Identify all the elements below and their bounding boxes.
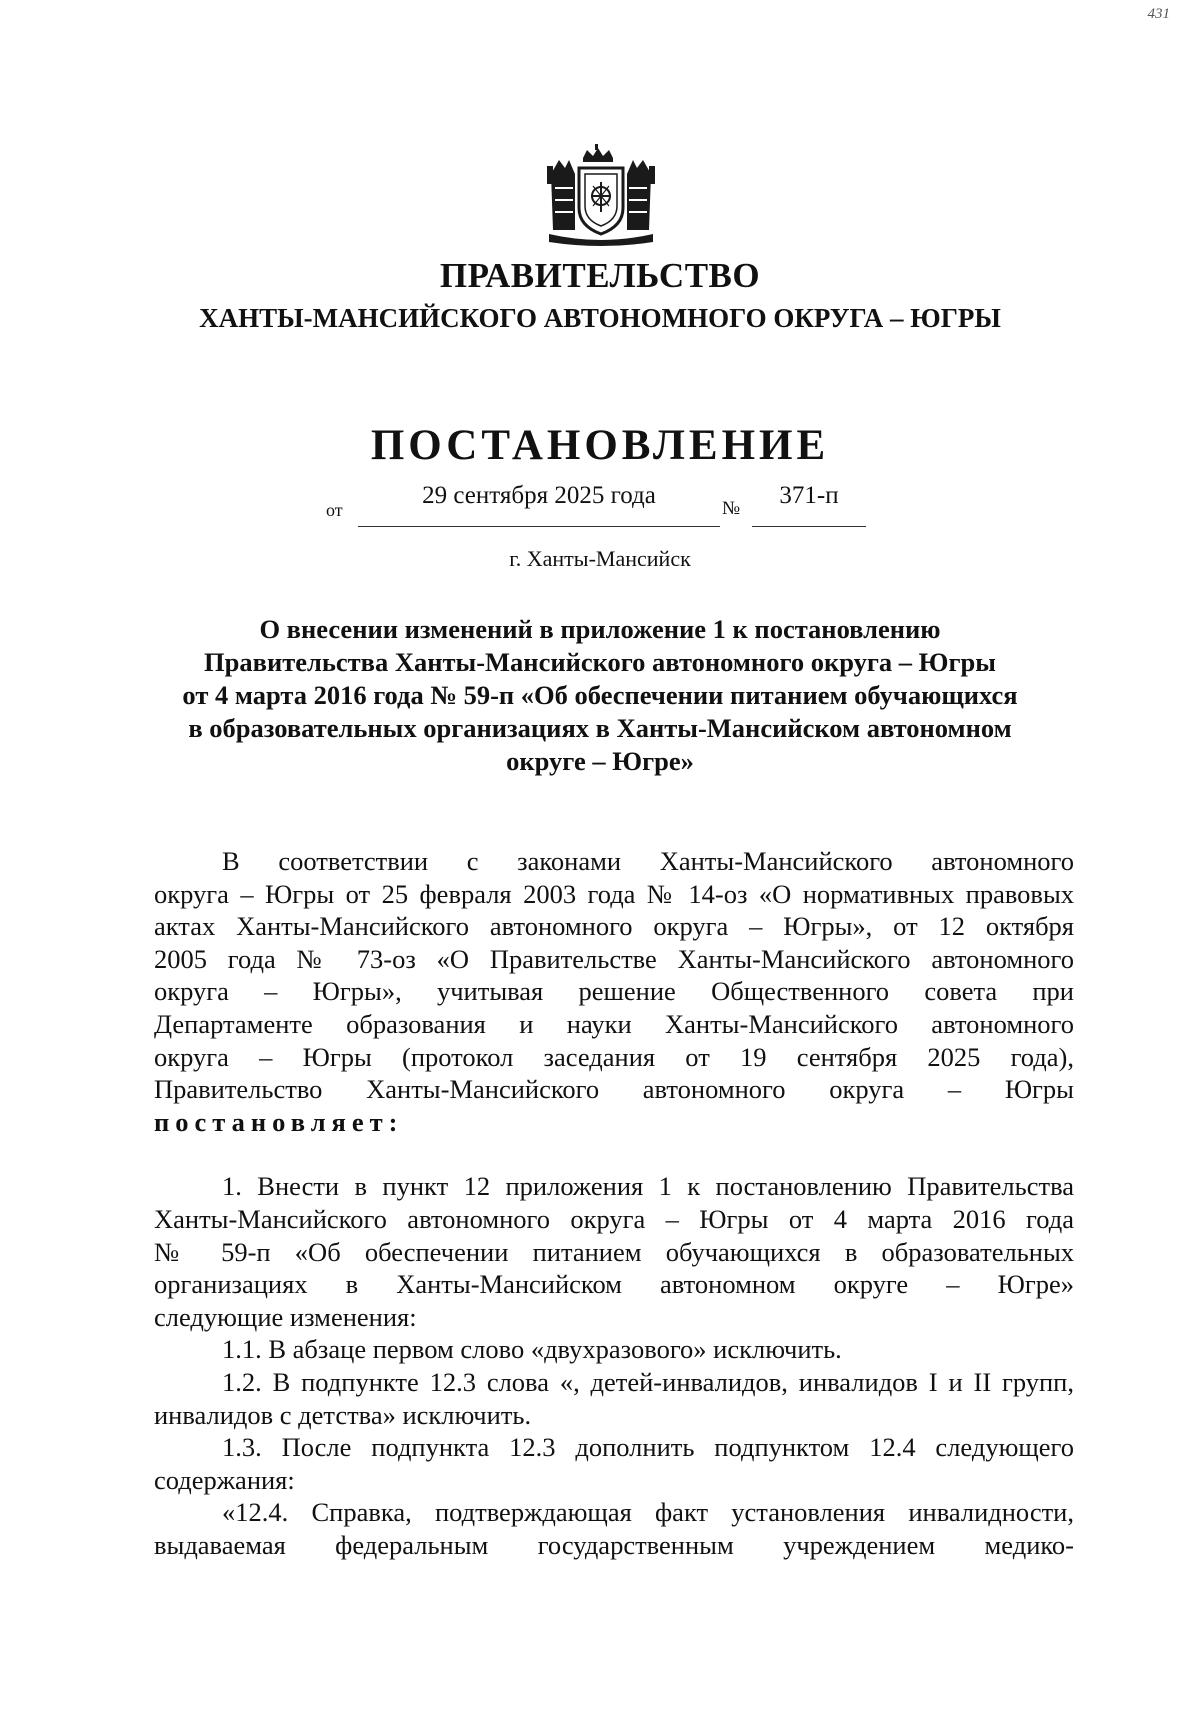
subject-line: от 4 марта 2016 года № 59-п «Об обеспечении питанием обучающихся xyxy=(182,680,1018,710)
text-line: организациях в Ханты-Мансийском автономном округе – Югре» xyxy=(154,1269,1074,1300)
text-line: актах Ханты-Мансийского автономного округа – Югры», от 12 октября xyxy=(154,911,1074,942)
text-line: округа – Югры», учитывая решение Общественного совета при xyxy=(154,976,1074,1007)
text-line: следующие изменения: xyxy=(154,1301,417,1332)
item-12-4-paragraph xyxy=(154,1496,1074,1561)
text-line: 1.1. В абзаце первом слово «двухразового» исключить. xyxy=(222,1334,842,1365)
text-line: 2005 года № 73-оз «О Правительстве Ханты-Мансийского автономного xyxy=(154,943,1074,974)
text-line: содержания: xyxy=(154,1464,295,1495)
text-line: инвалидов с детства» исключить. xyxy=(154,1399,532,1430)
subject-line: Правительства Ханты-Мансийского автономного округа – Югры xyxy=(204,647,996,677)
text-line: В соответствии с законами Ханты-Мансийского автономного xyxy=(222,846,1074,876)
text-line: 1.3. После подпункта 12.3 дополнить подпунктом 12.4 следующего xyxy=(222,1432,1074,1463)
text-line: Ханты-Мансийского автономного округа – Югры от 4 марта 2016 года xyxy=(154,1203,1074,1234)
subject-line: округе – Югре» xyxy=(506,746,694,776)
region-title: ХАНТЫ-МАНСИЙСКОГО АВТОНОМНОГО ОКРУГА – ЮГРЫ xyxy=(199,303,1001,333)
document-type-heading: ПОСТАНОВЛЕНИЕ xyxy=(370,422,830,469)
text-line: № 59-п «Об обеспечении питанием обучающихся в образовательных xyxy=(154,1236,1074,1267)
text-line: 1.2. В подпункте 12.3 слова «, детей-инвалидов, инвалидов I и II групп, xyxy=(222,1366,1074,1397)
item-1-3-paragraph xyxy=(154,1431,1074,1496)
paragraph-gap xyxy=(154,1138,1074,1170)
text-line: Правительство Ханты-Мансийского автономного округа – Югры xyxy=(154,1074,1074,1105)
text-line: округа – Югры от 25 февраля 2003 года № 14-оз «О нормативных правовых xyxy=(154,878,1074,909)
text-line: «12.4. Справка, подтверждающая факт установления инвалидности, xyxy=(222,1497,1074,1528)
item-1-2-paragraph xyxy=(154,1366,1074,1431)
preamble-paragraph xyxy=(154,845,1074,1138)
city-of-issue: г. Ханты-Мансийск xyxy=(509,546,691,571)
document-subject xyxy=(140,613,1060,778)
date-from-label: от xyxy=(326,500,343,520)
subject-line: О внесении изменений в приложение 1 к постановлению xyxy=(259,614,941,644)
coat-of-arms-emblem xyxy=(545,138,657,248)
document-body xyxy=(154,845,1074,1561)
document-date: 29 сентября 2025 года xyxy=(358,478,720,527)
text-line: Департаменте образования и науки Ханты-Мансийского автономного xyxy=(154,1008,1074,1039)
government-title: ПРАВИТЕЛЬСТВО xyxy=(439,256,761,295)
document-number: 371-п xyxy=(752,478,866,527)
number-sign-label: № xyxy=(722,498,741,519)
page-corner-mark: 431 xyxy=(1147,6,1170,22)
item-1-paragraph xyxy=(154,1170,1074,1333)
text-line: 1. Внести в пункт 12 приложения 1 к постановлению Правительства xyxy=(222,1171,1074,1202)
text-line: округа – Югры (протокол заседания от 19 сентября 2025 года), xyxy=(154,1041,1074,1072)
item-1-1-paragraph xyxy=(154,1333,1074,1366)
date-number-line xyxy=(0,478,1200,534)
resolves-word: постановляет: xyxy=(154,1106,404,1137)
subject-line: в образовательных организациях в Ханты-Мансийском автономном xyxy=(188,713,1012,743)
text-line: выдаваемая федеральным государственным учреждением медико- xyxy=(154,1529,1074,1560)
